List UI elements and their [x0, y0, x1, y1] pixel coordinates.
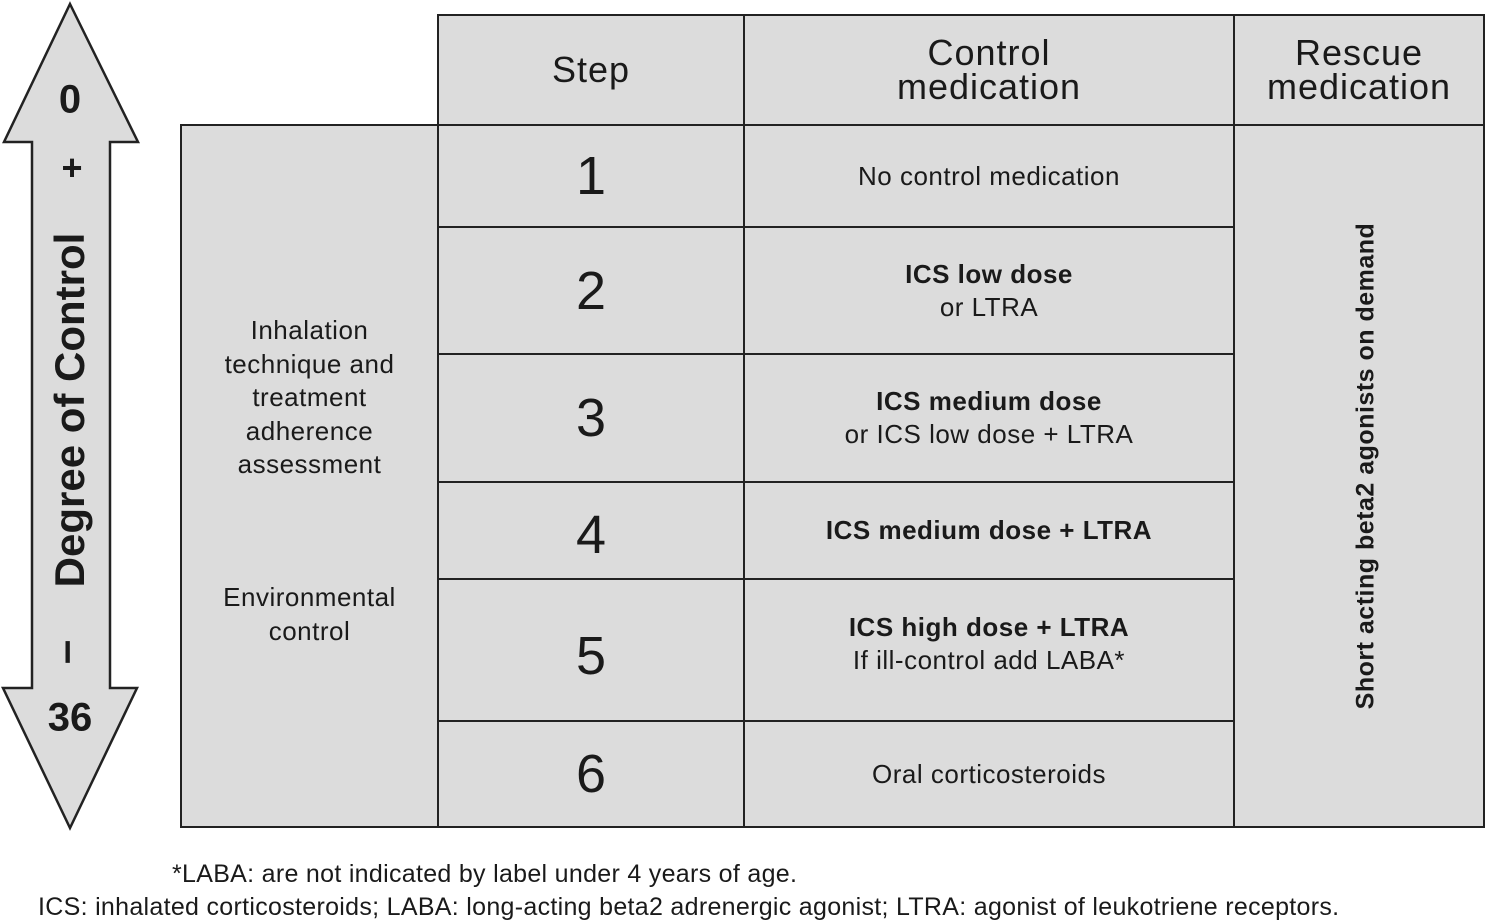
medication-normal: No control medication: [858, 160, 1120, 191]
step-number: 5: [575, 626, 607, 686]
step-medication: [745, 228, 1233, 353]
header-step-text: Step: [551, 49, 631, 90]
footnote-abbreviations: ICS: inhalated corticosteroids; LABA: long-acting beta2 adrenergic agonist; LTRA: agonist of leukotriene receptors.: [38, 893, 1340, 921]
medication-normal: or ICS low dose + LTRA: [844, 419, 1134, 449]
step-row-3: [439, 355, 1233, 481]
header-rescue-text: Rescue medication: [1266, 32, 1452, 107]
arrow-minus-sign: –: [46, 639, 95, 665]
footnote-laba: *LABA: are not indicated by label under 4 years of age.: [172, 860, 798, 888]
header-control-medication: [743, 14, 1235, 126]
arrow-plus-sign: +: [61, 147, 83, 188]
step-row-6: [439, 722, 1233, 826]
step-number: 2: [575, 260, 607, 321]
step-medication: [745, 722, 1233, 826]
degree-of-control-label: Degree of Control: [46, 232, 93, 588]
rescue-text: Short acting beta2 agonists on demand: [1351, 222, 1380, 710]
step-medication: [745, 580, 1233, 720]
step-medication: [745, 483, 1233, 578]
medication-bold: ICS high dose + LTRA: [848, 612, 1130, 642]
step-number: 3: [575, 388, 607, 448]
step-row-5: [439, 580, 1233, 720]
medication-bold: ICS low dose: [905, 258, 1073, 289]
medication-normal: If ill-control add LABA*: [852, 645, 1126, 675]
step-row-1: [439, 126, 1233, 226]
arrow-top-value: 0: [58, 77, 82, 122]
header-control-text: Control medication: [896, 32, 1082, 107]
step-number: 1: [575, 146, 607, 206]
step-number: 6: [575, 744, 607, 804]
medication-normal: Oral corticosteroids: [872, 758, 1106, 789]
arrow-bottom-value: 36: [47, 695, 93, 740]
medication-bold: ICS medium dose + LTRA: [825, 515, 1153, 545]
step-medication: [745, 126, 1233, 226]
environmental-control-text: Environmental control: [223, 582, 396, 646]
assessment-text: Inhalation technique and treatment adherence assessment: [224, 315, 395, 479]
step-medication: [745, 355, 1233, 481]
step-number: 4: [575, 504, 607, 565]
step-row-4: [439, 483, 1233, 578]
header-step: [437, 14, 745, 126]
medication-bold: ICS medium dose: [876, 386, 1102, 416]
step-row-2: [439, 228, 1233, 353]
medication-normal: or LTRA: [939, 291, 1039, 322]
header-rescue-medication: [1233, 14, 1485, 126]
